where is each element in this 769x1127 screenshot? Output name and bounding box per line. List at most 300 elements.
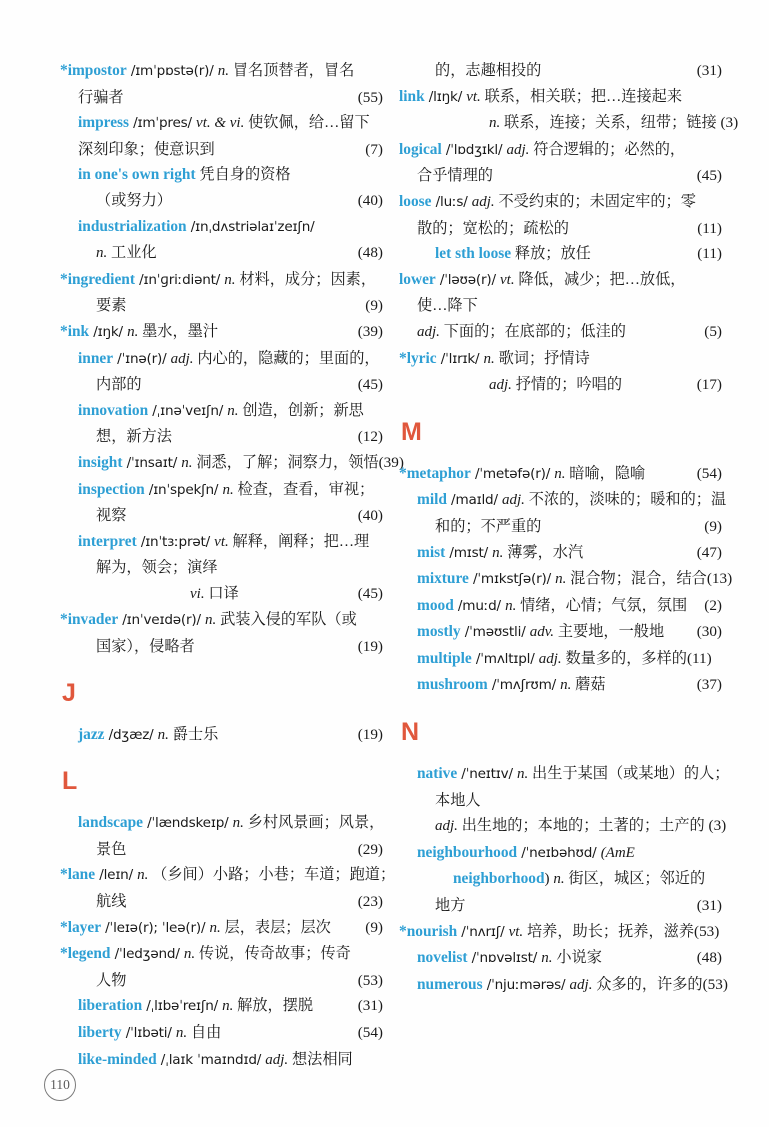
- headword: interpret: [78, 532, 137, 550]
- definition-text: 使钦佩，给…留下: [244, 114, 370, 132]
- definition-text: 解为，领会；演绎: [96, 559, 218, 577]
- definition-text: 释放；放任: [511, 245, 591, 263]
- part-of-speech: n.: [209, 919, 221, 936]
- page-reference: (39): [357, 322, 383, 340]
- definition-text: 国家），侵略者: [96, 638, 195, 656]
- definition-text: 洞悉，了解；洞察力，领悟: [192, 453, 379, 471]
- dictionary-entry: [60, 722, 385, 749]
- definition-text: 凭自身的资格: [195, 166, 291, 184]
- definition-text: 要素: [96, 297, 127, 315]
- part-of-speech: adj.: [417, 323, 440, 340]
- headword: ingredient: [67, 270, 135, 288]
- definition-text: 合乎情理的: [417, 167, 493, 185]
- definition-text: 创造，创新；新思: [238, 401, 364, 419]
- phonetic-transcription: /ˈnʌrɪʃ/: [457, 923, 509, 940]
- entry-line: [60, 968, 385, 994]
- part-of-speech: adv.: [529, 624, 555, 641]
- asterisk-marker: *: [60, 945, 68, 963]
- entry-line: [399, 267, 724, 294]
- page-reference: (12): [357, 428, 383, 446]
- entry-line: [399, 461, 724, 488]
- definition-text: 材料，成分；因素，: [235, 270, 377, 288]
- entry-line: [399, 319, 724, 346]
- headword: neighborhood: [453, 870, 545, 888]
- definition-text: 联系，连接；关系，纽带；链接: [500, 114, 721, 132]
- dictionary-entry: [399, 137, 724, 189]
- headword: liberty: [78, 1024, 122, 1041]
- page-reference: (40): [357, 507, 383, 525]
- phonetic-transcription: /ɪnˈtɜːprət/: [136, 533, 215, 550]
- part-of-speech: n.: [181, 454, 193, 471]
- entry-line: [399, 137, 724, 164]
- definition-text: 内心的，隐藏的；里面的，: [193, 349, 380, 367]
- page-reference: (47): [696, 543, 722, 561]
- page-reference: (11): [686, 649, 712, 667]
- phonetic-transcription: /ˌlɪbəˈreɪʃn/: [142, 998, 223, 1015]
- letter-heading-m: M: [401, 417, 422, 446]
- phonetic-transcription: /ɪŋk/: [89, 323, 128, 340]
- page-reference: (53): [694, 922, 720, 940]
- entry-line: [399, 566, 733, 593]
- headword: let sth loose: [435, 245, 512, 263]
- definition-text: 培养，助长；抚养，滋养: [523, 922, 695, 940]
- phonetic-transcription: /ˈledʒənd/: [110, 946, 184, 963]
- entry-line: [399, 972, 728, 999]
- definition-text: （乡间）小路；小巷；车道；跑道；: [148, 866, 396, 884]
- headword: numerous: [417, 975, 483, 993]
- entry-line: [399, 163, 724, 189]
- headword: jazz: [78, 725, 105, 743]
- headword: in one's own right: [78, 166, 196, 184]
- asterisk-marker: *: [60, 322, 68, 340]
- definition-text: 散的；宽松的；疏松的: [417, 219, 569, 237]
- dictionary-entry: [60, 450, 404, 477]
- page-reference: (19): [357, 725, 383, 743]
- dictionary-entry: [60, 862, 396, 914]
- part-of-speech: adj.: [489, 377, 512, 394]
- definition-text: 乡村风景画；风景，: [243, 814, 385, 832]
- part-of-speech: n.: [505, 597, 517, 614]
- definition-text: 降低，减少；把…放低，: [514, 270, 686, 288]
- dictionary-entry: [399, 540, 724, 567]
- phonetic-transcription: /ɪmˈpres/: [129, 115, 197, 132]
- entry-line: [60, 398, 385, 425]
- part-of-speech: n.: [227, 402, 239, 419]
- definition-text: 墨水，墨汁: [138, 322, 219, 340]
- headword: loose: [399, 192, 432, 210]
- headword: innovation: [78, 401, 149, 419]
- definition-text: 下面的；在底部的；低洼的: [439, 322, 626, 340]
- definition-text: 小说家: [552, 949, 602, 967]
- definition-text: 出生地的；本地的；土著的；土产的: [457, 817, 709, 835]
- headword: legend: [67, 945, 111, 963]
- definition-text: 使…降下: [417, 297, 478, 315]
- entry-line: [399, 346, 724, 373]
- page-reference: (23): [357, 893, 383, 911]
- entry-line: [399, 241, 724, 267]
- part-of-speech: adj.: [569, 976, 593, 993]
- headword: mood: [417, 596, 454, 614]
- entry-line: [60, 722, 385, 749]
- definition-text: 地方: [435, 897, 466, 915]
- dictionary-entry: [399, 566, 733, 593]
- part-of-speech: n.: [175, 1025, 188, 1041]
- phonetic-transcription: /maɪld/: [446, 492, 502, 509]
- part-of-speech: n.: [489, 115, 501, 132]
- headword: native: [417, 765, 458, 783]
- phonetic-transcription: /ˈmɪkstʃə(r)/: [468, 571, 556, 588]
- entry-line: [60, 889, 385, 915]
- page-reference: (37): [696, 676, 722, 694]
- dictionary-entry: [60, 607, 385, 659]
- part-of-speech: n.: [217, 63, 230, 79]
- headword: novelist: [417, 949, 468, 967]
- headword: mushroom: [417, 676, 488, 694]
- dictionary-entry: [399, 84, 739, 137]
- definition-text: 冒名顶替者，冒名: [229, 62, 355, 79]
- phonetic-transcription: /ˈneɪtɪv/: [457, 766, 517, 783]
- part-of-speech: adj.: [506, 141, 530, 158]
- page-reference: (3): [720, 114, 739, 132]
- dictionary-entry: [60, 58, 385, 110]
- definition-text: 和的；不严重的: [435, 517, 542, 535]
- page-reference: (11): [697, 245, 722, 263]
- phonetic-transcription: /ˈnɒvəlɪst/: [467, 950, 542, 967]
- part-of-speech: n.: [224, 271, 236, 288]
- definition-text: 情绪，心情；气氛，氛围: [516, 596, 688, 614]
- dictionary-entry: [60, 941, 385, 993]
- dictionary-entry: [399, 672, 724, 699]
- entry-line: [60, 214, 385, 241]
- part-of-speech: vi.: [190, 585, 205, 602]
- entry-line: [399, 514, 724, 540]
- part-of-speech: adj.: [265, 1051, 289, 1068]
- part-of-speech: vt. & vi.: [196, 115, 245, 132]
- entry-line: [399, 110, 739, 137]
- headword: nourish: [406, 922, 458, 940]
- asterisk-marker: *: [60, 270, 68, 288]
- entry-line: [399, 487, 727, 514]
- phonetic-transcription: /ˈmetəfə(r)/: [470, 465, 555, 482]
- entry-line: [399, 866, 724, 893]
- entry-line: [60, 555, 385, 581]
- entry-line: [60, 529, 385, 556]
- entry-line: [60, 941, 385, 968]
- entry-line: [60, 1047, 385, 1074]
- page-reference: (39): [378, 453, 404, 471]
- entry-line: [60, 450, 404, 477]
- definition-text: 符合逻辑的；必然的，: [529, 140, 686, 158]
- part-of-speech: n.: [157, 726, 169, 743]
- part-of-speech: vt.: [508, 923, 524, 940]
- dictionary-entry: [60, 915, 385, 942]
- asterisk-marker: *: [60, 62, 68, 79]
- asterisk-marker: *: [399, 349, 407, 367]
- phonetic-transcription: /ˈməʊstli/: [460, 624, 530, 641]
- dictionary-entry: [399, 487, 727, 539]
- part-of-speech: n.: [516, 766, 529, 783]
- phonetic-transcription: /ˈlændskeɪp/: [143, 815, 233, 832]
- page-reference: (11): [697, 219, 722, 237]
- page-reference: (7): [365, 140, 383, 158]
- phonetic-transcription: /ˈnjuːmərəs/: [482, 976, 570, 993]
- asterisk-marker: *: [60, 866, 68, 884]
- page-reference: (31): [696, 62, 722, 79]
- phonetic-transcription: /ˈɪnə(r)/: [113, 350, 171, 367]
- part-of-speech: adj.: [435, 818, 458, 835]
- headword: liberation: [78, 997, 143, 1015]
- entry-line: [60, 240, 385, 267]
- asterisk-marker: *: [60, 611, 68, 629]
- entry-line: [399, 540, 724, 567]
- dictionary-entry: [60, 993, 385, 1020]
- headword: lower: [399, 270, 436, 288]
- dictionary-entry: [399, 593, 724, 620]
- dictionary-entry: [399, 189, 724, 241]
- entry-line: [399, 672, 724, 699]
- headword: lyric: [406, 349, 437, 367]
- definition-text: 街区，城区；邻近的: [564, 870, 706, 888]
- entry-line: [60, 915, 385, 942]
- entry-line: [399, 58, 724, 84]
- entry-line: [60, 188, 385, 214]
- headword: impress: [78, 114, 130, 132]
- headword: impostor: [67, 62, 127, 79]
- part-of-speech: n.: [555, 571, 567, 588]
- headword: logical: [399, 140, 442, 158]
- definition-text: 航线: [96, 893, 127, 911]
- page-reference: (45): [357, 584, 383, 602]
- page-reference: (54): [696, 464, 722, 482]
- definition-text: 想法相同: [288, 1050, 353, 1068]
- part-of-speech: n.: [560, 677, 572, 694]
- page-reference: (9): [365, 918, 383, 936]
- headword: industrialization: [78, 217, 187, 235]
- page-reference: (45): [357, 376, 383, 394]
- asterisk-marker: *: [399, 464, 407, 482]
- definition-text: 爵士乐: [168, 725, 219, 743]
- definition-text: 检查，查看，审视；: [233, 480, 375, 498]
- headword: like-minded: [78, 1050, 157, 1068]
- entry-line: [60, 424, 385, 450]
- entry-line: [399, 293, 724, 319]
- headword: invader: [67, 611, 119, 629]
- phonetic-transcription: /ˈɪnsaɪt/: [122, 454, 182, 471]
- definition-text: 本地人: [435, 791, 481, 809]
- definition-text: 工业化: [107, 244, 157, 262]
- page-reference: (40): [357, 191, 383, 209]
- page-reference: (30): [696, 623, 722, 641]
- definition-text: 联系，相关联；把…连接起来: [480, 87, 683, 105]
- entry-line: [399, 216, 724, 242]
- part-of-speech: n.: [222, 998, 234, 1015]
- definition-text: 蘑菇: [571, 676, 606, 694]
- part-of-speech: (AmE: [600, 844, 635, 861]
- part-of-speech: vt.: [500, 271, 515, 288]
- phonetic-transcription: /dʒæz/: [104, 726, 158, 743]
- part-of-speech: n.: [127, 323, 139, 340]
- headword: neighbourhood: [417, 843, 518, 861]
- definition-text: 主要地，一般地: [554, 623, 665, 641]
- definition-text: 层，表层；层次: [220, 918, 331, 936]
- headword: lane: [67, 866, 96, 884]
- definition-text: 薄雾，水汽: [503, 543, 584, 561]
- dictionary-entry: [399, 945, 724, 972]
- phonetic-transcription: /ɪnˈveɪdə(r)/: [118, 612, 206, 629]
- part-of-speech: adj.: [538, 650, 562, 667]
- part-of-speech: vt.: [214, 533, 229, 550]
- definition-text: 解释，阐释；把…理: [228, 532, 370, 550]
- definition-text: （或努力）: [96, 191, 172, 209]
- two-column-layout: [60, 58, 739, 1073]
- dictionary-entry: [399, 58, 724, 84]
- part-of-speech: n.: [205, 612, 217, 629]
- headword: mostly: [417, 623, 461, 641]
- entry-line: [60, 137, 385, 163]
- dictionary-entry: [399, 646, 724, 673]
- page-reference: (13): [706, 570, 733, 588]
- entry-line: [60, 293, 385, 319]
- entry-line: [399, 593, 724, 620]
- phonetic-transcription: /mɪst/: [445, 544, 493, 561]
- entry-line: [60, 346, 385, 373]
- definition-text: 深刻印象；使意识到: [78, 140, 215, 158]
- definition-text: 行骗者: [78, 88, 124, 106]
- entry-line: [60, 1020, 385, 1047]
- dictionary-entry: [60, 529, 385, 608]
- definition-text: 解放，摆脱: [233, 997, 314, 1015]
- part-of-speech: n.: [553, 871, 565, 888]
- page-reference: (54): [357, 1024, 383, 1041]
- part-of-speech: n.: [96, 245, 108, 262]
- part-of-speech: n.: [183, 946, 196, 963]
- definition-text: 视察: [96, 507, 127, 525]
- part-of-speech: n.: [232, 815, 244, 832]
- dictionary-entry: [60, 810, 385, 862]
- part-of-speech: n.: [483, 350, 495, 367]
- part-of-speech: vt.: [466, 88, 481, 105]
- entry-line: [60, 634, 385, 660]
- definition-text: 众多的，许多的: [592, 975, 703, 993]
- page-reference: (53): [357, 971, 383, 989]
- entry-line: [399, 813, 727, 840]
- phonetic-transcription: /ɪmˈpɒstə(r)/: [126, 63, 218, 79]
- part-of-speech: n.: [541, 950, 553, 967]
- dictionary-entry: [60, 267, 385, 319]
- phonetic-transcription: /ɪnˌdʌstriəlaɪˈzeɪʃn/: [186, 218, 315, 235]
- headword: mild: [417, 491, 447, 509]
- entry-line: [60, 810, 385, 837]
- entry-line: [60, 372, 385, 398]
- entry-line: [60, 110, 385, 137]
- definition-text: 不浓的，淡味的；暖和的；温: [524, 491, 727, 509]
- definition-text: 不受约束的；未固定牢的；零: [494, 192, 696, 210]
- phonetic-transcription: /luːs/: [431, 193, 472, 210]
- entry-line: [399, 919, 724, 946]
- dictionary-entry: [60, 1047, 385, 1074]
- part-of-speech: adj.: [501, 492, 525, 509]
- headword: multiple: [417, 649, 472, 667]
- part-of-speech: n.: [492, 544, 504, 561]
- dictionary-entry: [60, 398, 385, 450]
- entry-line: [60, 607, 385, 634]
- dictionary-entry: [399, 346, 724, 399]
- page-reference: (31): [357, 997, 383, 1015]
- phonetic-transcription: /ˈlɒdʒɪkl/: [441, 141, 507, 158]
- headword: mist: [417, 543, 446, 561]
- definition-text: 的，志趣相投的: [435, 62, 542, 79]
- entry-line: [399, 372, 724, 399]
- entry-line: [399, 945, 724, 972]
- definition-text: 景色: [96, 840, 127, 858]
- headword: inspection: [78, 480, 145, 498]
- entry-line: [399, 619, 724, 646]
- phonetic-transcription: /ˈleɪə(r); ˈleə(r)/: [101, 919, 210, 936]
- page-reference: (48): [696, 949, 722, 967]
- dictionary-entry: [399, 241, 724, 267]
- entry-line: [60, 477, 385, 504]
- page-reference: (19): [357, 638, 383, 656]
- page-reference: (17): [696, 376, 722, 394]
- entry-line: [399, 84, 724, 111]
- headword: metaphor: [406, 464, 471, 482]
- definition-text: 传说，传奇故事；传奇: [195, 945, 351, 963]
- dictionary-entry: [60, 214, 385, 267]
- dictionary-entry: [60, 1020, 385, 1047]
- definition-text: 口译: [204, 584, 239, 602]
- entry-line: [60, 581, 385, 608]
- dictionary-entry: [399, 267, 724, 346]
- dictionary-entry: [399, 972, 728, 999]
- page-reference: (31): [696, 897, 722, 915]
- letter-heading-n: N: [401, 718, 420, 747]
- page-number: [44, 1069, 76, 1101]
- page-reference: (45): [696, 167, 722, 185]
- entry-line: [60, 837, 385, 863]
- definition-text: 自由: [187, 1024, 222, 1041]
- phonetic-transcription: /ˈləʊə(r)/: [435, 271, 500, 288]
- definition-text: 数量多的，多样的: [561, 649, 687, 667]
- entry-line: [399, 788, 724, 814]
- phonetic-transcription: /leɪn/: [95, 867, 138, 884]
- dictionary-entry: [60, 346, 385, 398]
- entry-line: [60, 162, 385, 188]
- asterisk-marker: *: [60, 918, 68, 936]
- phonetic-transcription: /ˈlɪrɪk/: [436, 350, 484, 367]
- dictionary-entry: [399, 840, 724, 919]
- dictionary-entry: [60, 110, 385, 162]
- definition-text: ): [544, 870, 554, 888]
- asterisk-marker: *: [399, 922, 407, 940]
- part-of-speech: n.: [137, 867, 149, 884]
- entry-line: [399, 893, 724, 919]
- entry-line: [60, 993, 385, 1020]
- left-column: [60, 58, 404, 1073]
- part-of-speech: n.: [222, 481, 234, 498]
- part-of-speech: adj.: [170, 350, 194, 367]
- letter-heading-j: J: [62, 678, 76, 707]
- dictionary-entry: [399, 461, 724, 488]
- definition-text: 想，新方法: [96, 428, 172, 446]
- page-reference: (53): [702, 975, 728, 993]
- phonetic-transcription: /ˌlaɪk ˈmaɪndɪd/: [156, 1051, 266, 1068]
- definition-text: 混合物；混合，结合: [566, 570, 707, 588]
- entry-line: [60, 319, 385, 346]
- phonetic-transcription: /ˈneɪbəhʊd/: [517, 844, 601, 861]
- page-reference: (2): [704, 596, 722, 614]
- headword: landscape: [78, 814, 143, 832]
- phonetic-transcription: /ˈmʌltɪpl/: [471, 650, 539, 667]
